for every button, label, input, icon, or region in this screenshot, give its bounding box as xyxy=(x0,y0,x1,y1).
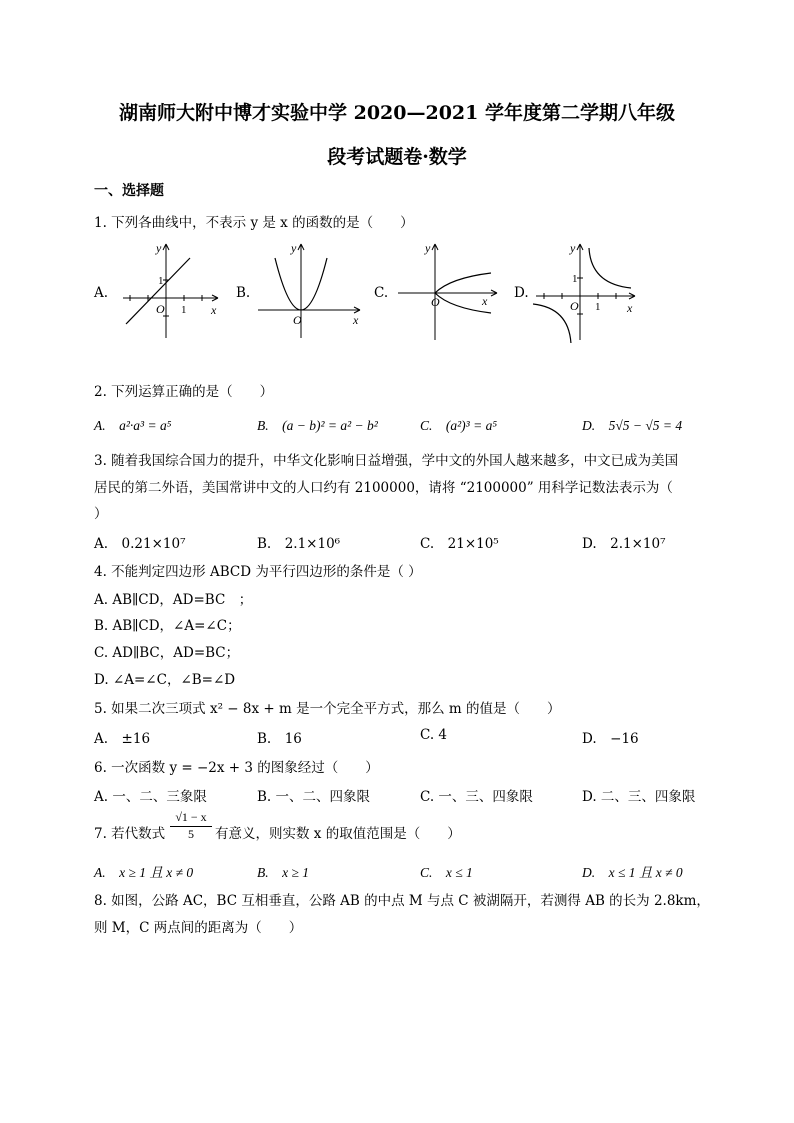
q7-denominator: 5 xyxy=(188,827,194,841)
q3-option-a: A. 0.21×10⁷ xyxy=(94,536,186,552)
q7-fraction xyxy=(170,810,212,842)
q1-label-a: A. xyxy=(94,285,109,301)
x-axis-label: x xyxy=(627,301,633,315)
q7-stem-post: 有意义，则实数 x 的取值范围是（ ） xyxy=(215,826,461,842)
tick-one: 1 xyxy=(572,273,578,285)
exam-title-line1: 湖南师大附中博才实验中学 2020—2021 学年度第二学期八年级 xyxy=(119,102,675,124)
x-axis-label: x xyxy=(353,313,359,327)
y-axis-label: y xyxy=(291,241,297,255)
q3-line1: 3. 随着我国综合国力的提升，中华文化影响日益增强，学中文的外国人越来越多，中文已成为美国 xyxy=(94,453,679,469)
q1-stem: 1. 下列各曲线中，不表示 y 是 x 的函数的是（ ） xyxy=(94,215,414,231)
q6-option-b: B. 一、二、四象限 xyxy=(257,789,371,805)
q7-numerator: √1 − x xyxy=(170,810,212,827)
q2-option-c: C. (a²)³ = a⁵ xyxy=(420,418,498,433)
x-axis-label: x xyxy=(211,303,217,317)
q1-label-c: C. xyxy=(374,285,389,301)
q6-option-d: D. 二、三、四象限 xyxy=(582,789,696,805)
origin-label: O xyxy=(431,295,440,309)
graph-b xyxy=(255,238,365,343)
q1-label-b: B. xyxy=(236,285,251,301)
q4-option-d: D. ∠A=∠C，∠B=∠D xyxy=(94,672,236,688)
q8-line2: 则 M，C 两点间的距离为（ ） xyxy=(94,920,303,936)
q5-option-b: B. 16 xyxy=(257,731,302,747)
origin-label: O xyxy=(570,299,579,313)
q4-option-a: A. AB∥CD，AD=BC ； xyxy=(94,592,253,608)
q3-option-b: B. 2.1×10⁶ xyxy=(257,536,341,552)
tick-one: 1 xyxy=(595,301,601,313)
q4-stem: 4. 不能判定四边形 ABCD 为平行四边形的条件是（ ） xyxy=(94,564,422,580)
q7-stem-pre: 7. 若代数式 xyxy=(94,826,166,842)
q2-stem: 2. 下列运算正确的是（ ） xyxy=(94,384,274,400)
x-axis-label: x xyxy=(482,294,488,308)
q7-option-d: D. x ≤ 1 且 x ≠ 0 xyxy=(582,865,683,880)
tick-one: 1 xyxy=(158,275,164,287)
y-axis-label: y xyxy=(570,241,576,255)
q2-option-a: A. a²·a³ = a⁵ xyxy=(94,418,172,433)
q6-option-c: C. 一、三、四象限 xyxy=(420,789,533,805)
graph-a xyxy=(118,238,228,343)
section-heading: 一、选择题 xyxy=(94,183,164,199)
q5-option-c: C. 4 xyxy=(420,727,448,743)
q7-option-b: B. x ≥ 1 xyxy=(257,865,310,880)
origin-label: O xyxy=(156,302,165,316)
q3-line2: 居民的第二外语，美国常讲中文的人口约有 2100000，请将 “2100000” 用科学记数法表示为（ xyxy=(94,480,673,496)
tick-one: 1 xyxy=(181,304,187,316)
origin-label: O xyxy=(293,313,302,327)
q2-option-b: B. (a − b)² = a² − b² xyxy=(257,418,378,433)
q7-option-a: A. x ≥ 1 且 x ≠ 0 xyxy=(94,865,194,880)
q3-option-c: C. 21×10⁵ xyxy=(420,536,499,552)
q2-option-d: D. 5√5 − √5 = 4 xyxy=(582,418,683,433)
q5-option-a: A. ±16 xyxy=(94,731,151,747)
y-axis-label: y xyxy=(425,241,431,255)
q5-stem: 5. 如果二次三项式 x² − 8x + m 是一个完全平方式，那么 m 的值是（ ） xyxy=(94,701,561,717)
q4-option-b: B. AB∥CD，∠A=∠C； xyxy=(94,618,241,634)
q4-option-c: C. AD∥BC，AD=BC； xyxy=(94,645,240,661)
q6-option-a: A. 一、二、三象限 xyxy=(94,789,207,805)
q3-option-d: D. 2.1×10⁷ xyxy=(582,536,666,552)
q6-stem: 6. 一次函数 y = −2x + 3 的图象经过（ ） xyxy=(94,760,379,776)
graph-c xyxy=(395,238,505,343)
q5-option-d: D. −16 xyxy=(582,731,639,747)
q7-option-c: C. x ≤ 1 xyxy=(420,865,473,880)
q1-label-d: D. xyxy=(514,285,529,301)
exam-title-line2: 段考试题卷·数学 xyxy=(327,146,467,168)
graph-d xyxy=(533,238,643,343)
q3-line3: ） xyxy=(94,506,108,522)
y-axis-label: y xyxy=(156,241,162,255)
q8-line1: 8. 如图，公路 AC，BC 互相垂直，公路 AB 的中点 M 与点 C 被湖隔开，若测得 AB 的长为 2.8km， xyxy=(94,893,710,909)
